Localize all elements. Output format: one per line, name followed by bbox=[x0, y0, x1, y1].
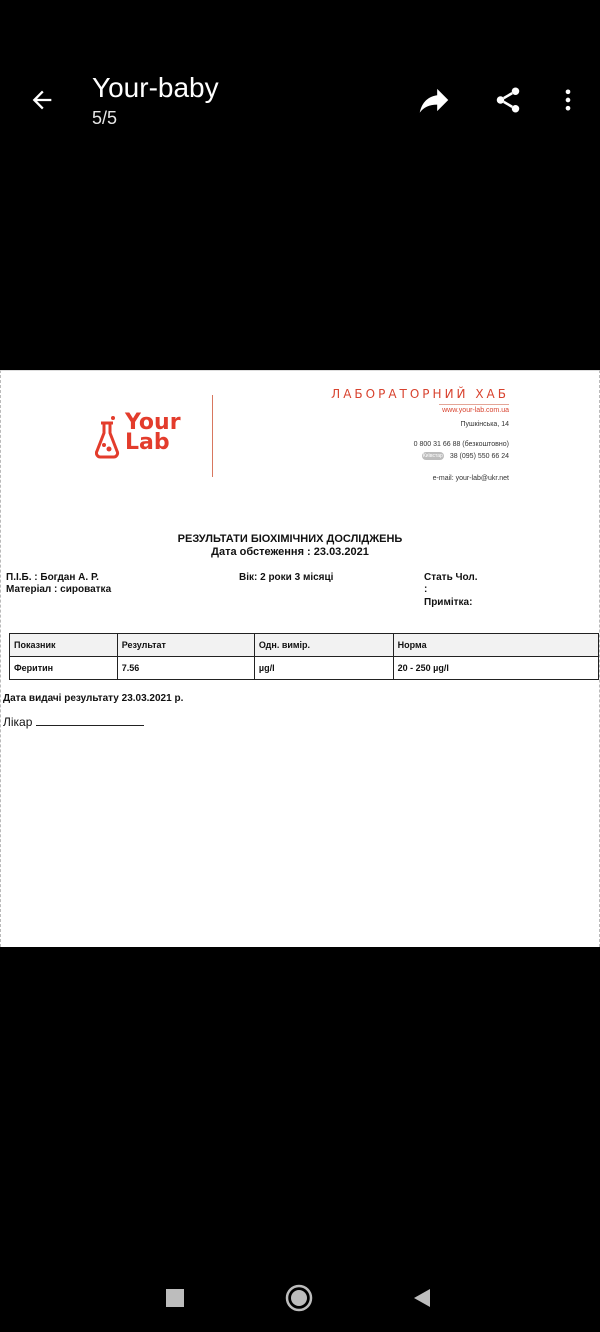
exam-date: Дата обстеження : 23.03.2021 bbox=[211, 546, 369, 558]
forward-button[interactable] bbox=[414, 80, 454, 120]
patient-note: Примітка: bbox=[424, 597, 473, 608]
header-indicator: Показник bbox=[10, 634, 118, 657]
back-arrow-icon bbox=[28, 86, 56, 114]
lab-phone-2: 38 (095) 550 66 24 bbox=[449, 452, 509, 460]
cell-result: 7.56 bbox=[117, 657, 254, 680]
operator-badge: Київстар bbox=[422, 453, 443, 459]
document-page[interactable] bbox=[0, 370, 600, 947]
cell-unit: µg/l bbox=[254, 657, 393, 680]
header-norm: Норма bbox=[393, 634, 598, 657]
document-heading: РЕЗУЛЬТАТИ БІОХІМІЧНИХ ДОСЛІДЖЕНЬ bbox=[177, 533, 403, 545]
app-bar bbox=[0, 0, 600, 150]
page-title: Your-baby bbox=[92, 72, 219, 103]
lab-phone-1: 0 800 31 66 88 (безкоштовно) bbox=[413, 441, 509, 448]
issue-date: Дата видачі результату 23.03.2021 р. bbox=[3, 693, 184, 704]
share-button[interactable] bbox=[488, 80, 528, 120]
signature-line bbox=[36, 715, 144, 726]
more-vert-icon bbox=[554, 86, 582, 114]
nav-back-button[interactable] bbox=[402, 1280, 442, 1316]
lab-name: ЛАБОРАТОРНИЙ ХАБ bbox=[331, 387, 509, 401]
recent-apps-icon bbox=[165, 1288, 185, 1308]
recent-apps-button[interactable] bbox=[155, 1280, 195, 1316]
patient-age: Вік: 2 роки 3 місяці bbox=[239, 572, 334, 583]
patient-colon: : bbox=[424, 584, 428, 595]
header-divider bbox=[212, 395, 213, 477]
back-button[interactable] bbox=[22, 80, 62, 120]
logo-line-1: Your bbox=[125, 410, 181, 435]
home-button[interactable] bbox=[279, 1280, 319, 1316]
share-icon bbox=[493, 85, 523, 115]
doctor-signature bbox=[3, 715, 144, 729]
home-icon bbox=[284, 1283, 314, 1313]
patient-name: П.І.Б. : Богдан А. Р. bbox=[6, 572, 99, 583]
lab-address: Пушкінська, 14 bbox=[460, 421, 509, 428]
doctor-label: Лікар bbox=[3, 715, 33, 729]
header-result: Результат bbox=[117, 634, 254, 657]
lab-name-underline bbox=[439, 404, 509, 405]
logo-line-2: Lab bbox=[125, 430, 170, 455]
cell-indicator: Феритин bbox=[10, 657, 118, 680]
cell-norm: 20 - 250 µg/l bbox=[393, 657, 598, 680]
header-unit: Одн. вимір. bbox=[254, 634, 393, 657]
forward-icon bbox=[415, 81, 453, 119]
sample-material: Матеріал : сироватка bbox=[6, 584, 112, 595]
table-row bbox=[10, 657, 599, 680]
page-indicator: 5/5 bbox=[92, 108, 118, 128]
patient-sex: Стать Чол. bbox=[424, 572, 478, 583]
table-header-row bbox=[10, 634, 599, 657]
back-triangle-icon bbox=[411, 1287, 433, 1309]
logo-text bbox=[125, 410, 181, 455]
lab-website: www.your-lab.com.ua bbox=[442, 407, 509, 414]
lab-phone-2-row bbox=[422, 452, 509, 460]
lab-email: e-mail: your-lab@ukr.net bbox=[432, 475, 509, 482]
more-options-button[interactable] bbox=[548, 80, 588, 120]
results-table bbox=[9, 633, 599, 680]
